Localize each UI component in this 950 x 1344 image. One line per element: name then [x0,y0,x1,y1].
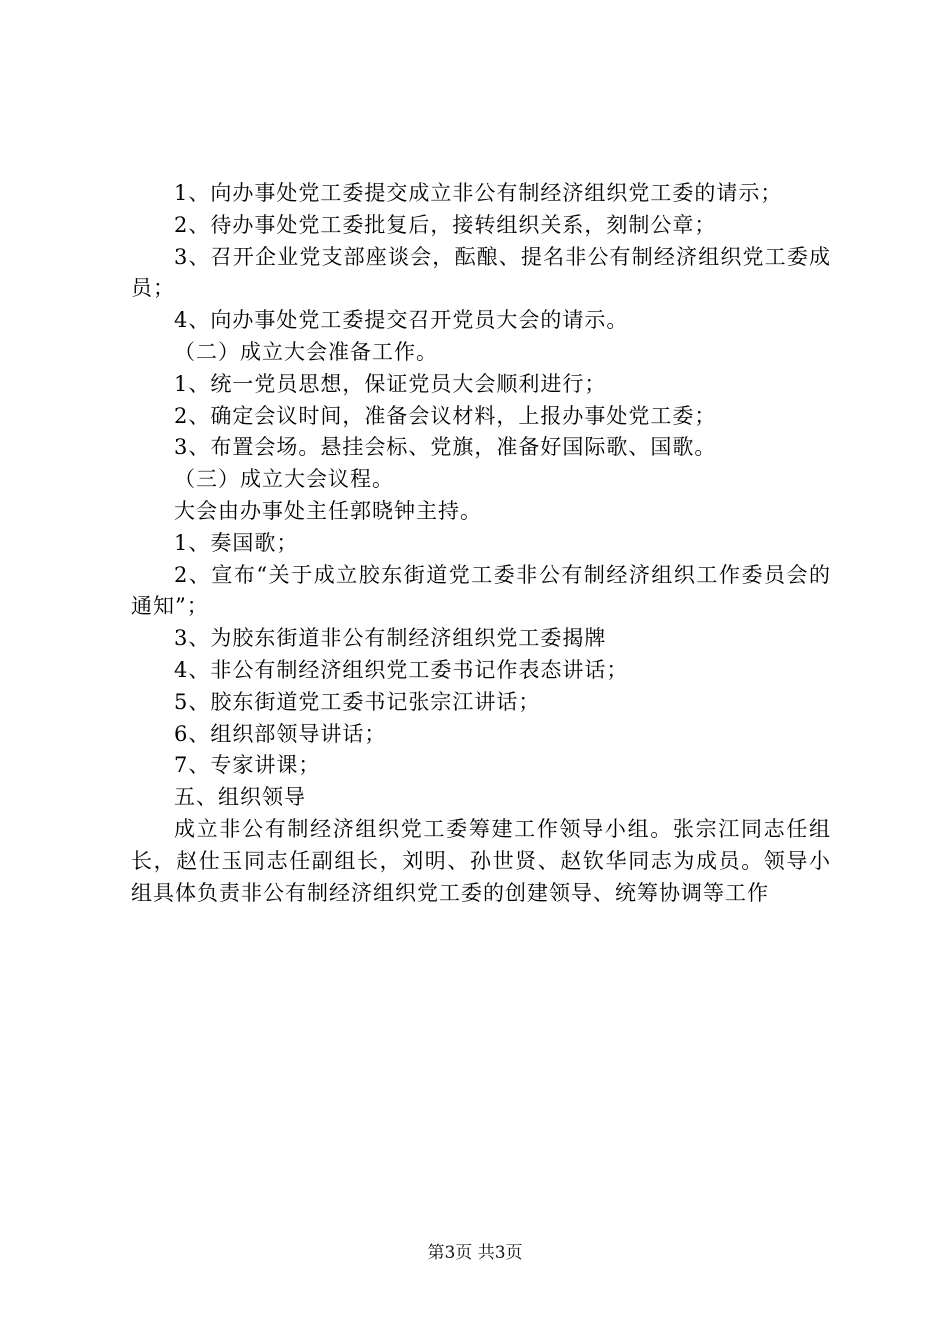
section-heading-leadership: 五、组织领导 [174,785,306,810]
agenda-item-anthem: 1、奏国歌； [174,530,299,555]
document-body [131,178,831,909]
paragraph-unify-thinking: 1、统一党员思想，保证党员大会顺利进行； [174,371,607,396]
paragraph-request-meeting: 4、向办事处党工委提交召开党员大会的请示。 [174,308,629,333]
agenda-item-street-secretary-speech: 5、胶东街道党工委书记张宗江讲话； [174,689,541,714]
page-footer: 第3页 共3页 [427,1243,523,1263]
agenda-item-expert-lecture: 7、专家讲课； [174,753,321,778]
agenda-item-unveiling: 3、为胶东街道非公有制经济组织党工委揭牌 [174,626,607,651]
paragraph-submit-request: 1、向办事处党工委提交成立非公有制经济组织党工委的请示； [174,181,783,205]
agenda-item-department-speech: 6、组织部领导讲话； [174,721,387,746]
paragraph-arrange-venue: 3、布置会场。悬挂会标、党旗，准备好国际歌、国歌。 [174,435,717,460]
paragraph-confirm-time: 2、确定会议时间，准备会议材料，上报办事处党工委； [174,403,717,428]
paragraph-transfer-relations: 2、待办事处党工委批复后，接转组织关系，刻制公章； [174,212,717,237]
paragraph-host: 大会由办事处主任郭晓钟主持。 [174,498,482,523]
section-heading-agenda: （三）成立大会议程。 [174,467,394,492]
paragraph-hold-forum: 3、召开企业党支部座谈会，酝酿、提名非公有制经济组织党工委成员； [131,244,831,301]
paragraph-leadership-group: 成立非公有制经济组织党工委筹建工作领导小组。张宗江同志任组长，赵仕玉同志任副组长，刘明、孙世贤、赵钦华同志为成员。领导小组具体负责非公有制经济组织党工委的创建领导、统筹协调等工作 [131,816,831,905]
agenda-item-announcement: 2、宣布“关于成立胶东街道党工委非公有制经济组织工作委员会的通知”； [131,562,831,619]
agenda-item-secretary-speech: 4、非公有制经济组织党工委书记作表态讲话； [174,657,629,682]
section-heading-preparation: （二）成立大会准备工作。 [174,339,438,364]
